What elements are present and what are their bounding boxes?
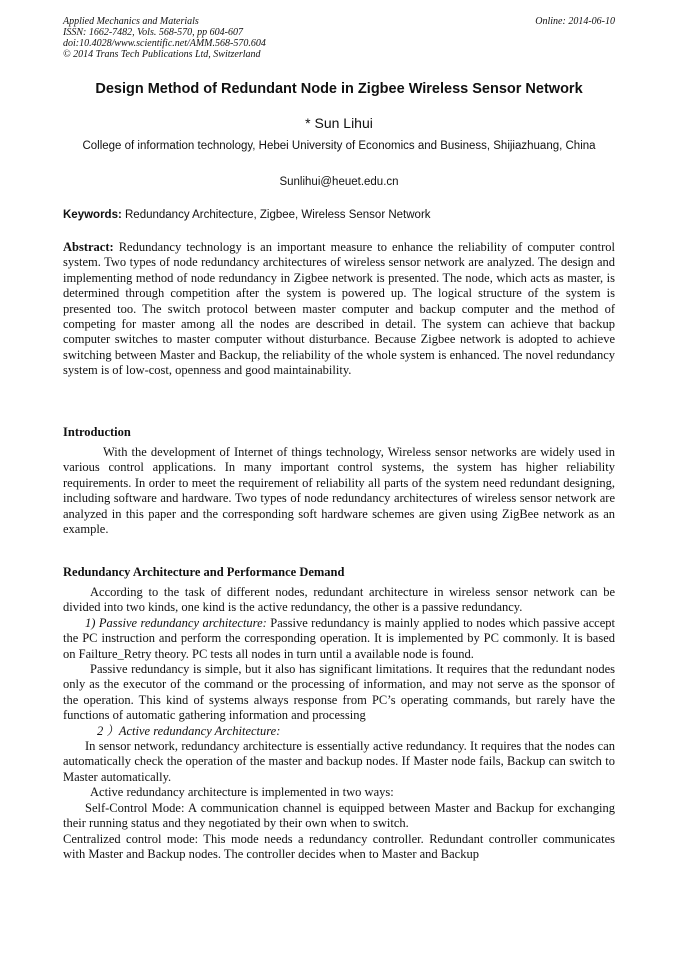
introduction-heading: Introduction (63, 425, 131, 439)
journal-name: Applied Mechanics and Materials (63, 16, 199, 27)
architecture-body (63, 585, 615, 862)
active-paragraph: In sensor network, redundancy architecture is essentially active redundancy. It requires that the nodes can automatically check the operation of the master and backup nodes. If Master node fails, Backup can switch to Master automatically. (63, 739, 615, 784)
copyright-line: © 2014 Trans Tech Publications Ltd, Switzerland (63, 49, 261, 60)
architecture-heading: Redundancy Architecture and Performance Demand (63, 565, 345, 579)
abstract-text: Redundancy technology is an important measure to enhance the reliability of computer control system. Two types of node redundancy architectures of wireless sensor network are analyzed. The design and implementing method of node redundancy in Zigbee network is presented. The node, which acts as master, is determined through competition after the system is powered up. The logical structure of the system is presented too. The switch protocol between master computer and backup computer and the method of competing for master among all the nodes are described in detail. The system can achieve that backup computer switches to master computer without disturbance. Because Zigbee network is adopted to achieve switching between Master and Backup, the reliability of the whole system is enhanced. The novel redundancy system is of low-cost, openness and good maintainability. (63, 240, 615, 378)
online-date: Online: 2014-06-10 (535, 16, 615, 27)
architecture-paragraph: According to the task of different nodes, redundant architecture in wireless sensor network can be divided into two kinds, one kind is the active redundancy, the other is a passive redundancy. (63, 585, 615, 615)
introduction-paragraph: With the development of Internet of things technology, Wireless sensor networks are widely used in various control applications. In many important control systems, the system has higher reliability requirements. In order to meet the requirement of reliability all parts of the system need redundant designing, including software and hardware. Two types of node redundancy architectures of wireless sensor network are analyzed in this paper and the corresponding soft hardware schemes are given using ZigBee network as an example. (63, 445, 615, 537)
passive-paragraph (63, 616, 615, 662)
active-heading (63, 724, 615, 739)
active-label: 2 ）Active redundancy Architecture: (97, 723, 281, 738)
issn-line: ISSN: 1662-7482, Vols. 568-570, pp 604-607 (63, 27, 243, 38)
keywords (63, 209, 431, 221)
centralized-paragraph: Centralized control mode: This mode needs a redundancy controller. Redundant controller communicates with Master and Backup nodes. The controller decides when to Master and Backup (63, 831, 615, 861)
journal-header (63, 16, 266, 60)
introduction-body (63, 445, 615, 537)
keywords-label: Keywords: (63, 209, 122, 221)
passive-limitations-paragraph: Passive redundancy is simple, but it also has significant limitations. It requires that the redundant nodes only as the executor of the command or the processing of information, and may not serve as the sponsor of the operation. This kind of systems always response from PC’s operating commands, but rarely have the functions of automatic gathering information and processing (63, 662, 615, 723)
passive-text: Passive redundancy is mainly applied to nodes which passive accept the PC instruction and perform the corresponding operation. It is implemented by PC commonly. It is based on Failture_Retry theory. PC tests all nodes in turn until a available node is found. (63, 615, 615, 661)
paper-author: * Sun Lihui (305, 115, 373, 131)
active-ways-paragraph: Active redundancy architecture is implemented in two ways: (90, 785, 394, 800)
passive-label: 1) Passive redundancy architecture: (85, 615, 267, 630)
self-control-paragraph: Self-Control Mode: A communication channel is equipped between Master and Backup for exchanging their running status and they negotiated by their own when to switch. (63, 800, 615, 831)
abstract (63, 240, 615, 379)
author-email: Sunlihui@heuet.edu.cn (279, 176, 399, 188)
abstract-label: Abstract: (63, 240, 114, 254)
doi-line: doi:10.4028/www.scientific.net/AMM.568-570.604 (63, 38, 266, 49)
author-affiliation: College of information technology, Hebei University of Economics and Business, Shijiazhuang, China (82, 140, 596, 152)
keywords-text: Redundancy Architecture, Zigbee, Wireless Sensor Network (125, 209, 431, 221)
paper-title: Design Method of Redundant Node in Zigbee Wireless Sensor Network (95, 81, 583, 97)
